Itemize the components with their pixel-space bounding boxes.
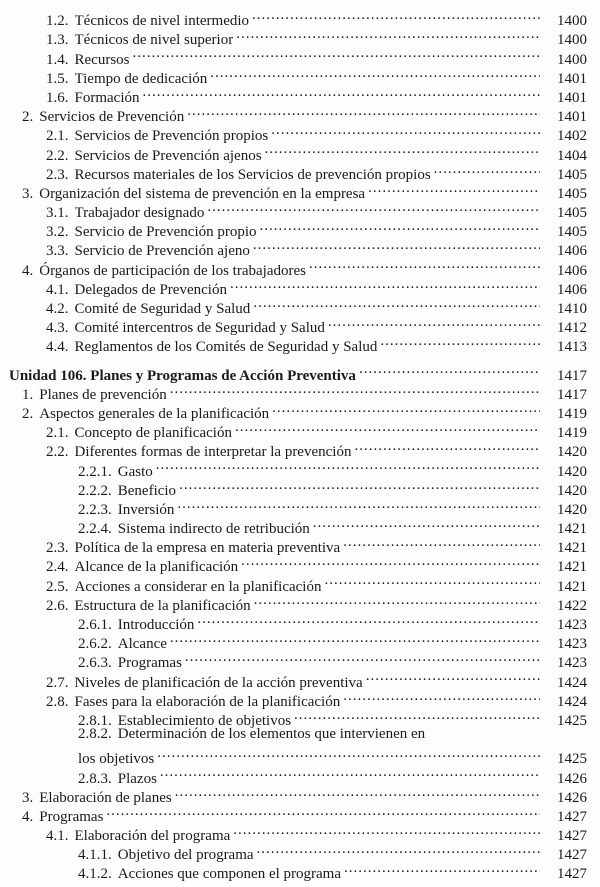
toc-entry-title: Servicios de Prevención ajenos	[74, 147, 262, 164]
toc-entry	[0, 6, 600, 30]
toc-entry	[0, 217, 600, 241]
toc-entry-title: Aspectos generales de la planificación	[39, 405, 270, 422]
toc-entry-number: 1.2.	[46, 13, 69, 30]
dot-leader	[328, 313, 540, 332]
toc-entry-number: 2.6.	[46, 597, 69, 614]
toc-entry-page-number: 1400	[557, 13, 587, 30]
toc-entry-page-number: 1405	[557, 205, 587, 222]
dot-leader	[143, 83, 541, 102]
toc-entry-title: Órganos de participación de los trabajadores	[39, 262, 306, 279]
toc-entry	[0, 380, 600, 403]
toc-entry-title: Recursos	[74, 51, 130, 68]
toc-entry-page-number: 1420	[557, 482, 587, 499]
dot-leader	[170, 629, 540, 648]
dot-leader	[157, 744, 540, 763]
toc-entry-title: Objetivo del programa	[117, 847, 254, 864]
toc-entry-title: Tiempo de dedicación	[74, 70, 208, 87]
toc-entry-page-number: 1421	[557, 521, 587, 538]
toc-entry-number: 2.1.	[46, 425, 69, 442]
toc-entry-page-number: 1427	[557, 808, 587, 825]
toc-entry	[0, 667, 600, 691]
toc-entry-title: Beneficio	[117, 482, 177, 499]
toc-entry	[0, 648, 600, 672]
toc-entry-title: Estructura de la planificación	[74, 597, 251, 614]
toc-entry-page-number: 1423	[557, 636, 587, 653]
toc-entry	[0, 840, 600, 864]
toc-entry	[0, 610, 600, 633]
toc-entry-page-number: 1419	[557, 405, 587, 422]
toc-entry-title: Acciones que componen el programa	[117, 866, 341, 883]
toc-entry-title: Elaboración de planes	[39, 789, 172, 806]
toc-entry	[0, 552, 600, 576]
dot-leader	[233, 821, 540, 840]
toc-entry-number: 2.2.2.	[78, 482, 112, 499]
toc-entry-number: 2.5.	[46, 578, 69, 595]
toc-entry-number: 2.6.2.	[78, 636, 112, 653]
toc-entry-title: Inversión	[117, 501, 175, 518]
toc-entry-number: 2.6.1.	[78, 617, 112, 633]
toc-entry-number: 1.	[22, 386, 34, 403]
dot-leader	[241, 552, 540, 571]
toc-entry	[0, 255, 600, 279]
toc-entry-title: Sistema indirecto de retribución	[117, 521, 310, 538]
toc-entry-page-number: 1417	[557, 367, 587, 384]
toc-entry-page-number: 1427	[557, 828, 587, 845]
toc-entry	[0, 140, 600, 164]
dot-leader	[366, 667, 540, 686]
toc-entry-page-number: 1401	[557, 89, 587, 106]
toc-entry-page-number: 1427	[557, 847, 587, 864]
toc-entry-number: 3.1.	[46, 205, 69, 222]
toc-entry-title: Servicio de Prevención propio	[74, 224, 257, 241]
toc-entry	[0, 437, 600, 461]
toc-entry-line	[78, 725, 600, 744]
toc-entry-page-number: 1420	[557, 444, 587, 461]
toc-entry-page-number: 1405	[557, 185, 587, 202]
dot-leader	[175, 783, 540, 802]
toc-entry	[0, 121, 600, 145]
toc-entry-title: Concepto de planificación	[74, 425, 232, 442]
toc-entry-number: 2.2.1.	[78, 463, 112, 480]
toc-entry-title: Formación	[74, 89, 140, 106]
toc-entry-number: 2.8.1.	[78, 712, 112, 729]
toc-entry-page-number: 1404	[557, 147, 587, 164]
toc-entry-title: Servicios de Prevención	[39, 109, 185, 126]
toc-entry-page-number: 1405	[557, 224, 587, 241]
toc-entry-number: 2.3.	[46, 166, 69, 183]
toc-entry-number: 4.2.	[46, 301, 69, 317]
toc-entry-number: 2.2.	[46, 444, 69, 461]
toc-entry	[0, 160, 600, 183]
toc-entry	[0, 313, 600, 337]
toc-entry-page-number: 1413	[557, 339, 587, 356]
toc-entry	[0, 533, 600, 557]
toc-entry-title: Programas	[117, 655, 182, 672]
toc-entry-page-number: 1410	[557, 301, 587, 317]
toc-entry-title: Trabajador designado	[74, 205, 205, 222]
toc-entry-number: 2.7.	[46, 674, 69, 691]
toc-entry	[0, 514, 600, 538]
toc-entry	[0, 859, 600, 883]
dot-leader	[187, 102, 540, 121]
toc-entry	[0, 821, 600, 845]
toc-entry-title: Alcance	[117, 636, 167, 653]
toc-entry-page-number: 1406	[557, 262, 587, 279]
toc-entry	[0, 763, 600, 787]
toc-entry	[0, 102, 600, 126]
toc-entry-number: 1.6.	[46, 89, 69, 106]
toc-entry	[0, 571, 600, 595]
toc-entry-number: 2.3.	[46, 540, 69, 557]
toc-entry-page-number: 1426	[557, 770, 587, 787]
dot-leader	[253, 236, 540, 255]
dot-leader	[271, 121, 540, 140]
toc-entry-number: 3.2.	[46, 224, 69, 241]
toc-entry-number: 2.1.	[46, 128, 69, 145]
toc-entry	[0, 332, 600, 356]
toc-entry-number: 2.2.3.	[78, 501, 112, 518]
toc-entry-page-number: 1405	[557, 166, 587, 183]
toc-entry-number: 1.3.	[46, 32, 69, 49]
toc-entry-page-number: 1424	[557, 674, 587, 691]
toc-entry-title: Gasto	[117, 463, 153, 480]
dot-leader	[272, 399, 540, 418]
toc-entry-title: Delegados de Prevención	[74, 281, 227, 298]
toc-entry-title: Servicio de Prevención ajeno	[74, 243, 250, 260]
dot-leader	[253, 294, 540, 313]
toc-entry-number: 1.4.	[46, 51, 69, 68]
dot-leader	[354, 437, 540, 456]
dot-leader	[344, 859, 540, 878]
toc-entry-number: 3.3.	[46, 243, 69, 260]
toc-entry-page-number: 1419	[557, 425, 587, 442]
toc-entry	[0, 706, 600, 729]
dot-leader	[235, 418, 540, 437]
toc-entry-line	[46, 332, 600, 357]
toc-entry	[0, 64, 600, 87]
toc-entry-number: 2.8.3.	[78, 770, 112, 787]
toc-entry	[0, 591, 600, 614]
dot-leader	[106, 802, 540, 821]
toc-entry	[0, 360, 600, 384]
dot-leader	[343, 533, 540, 552]
toc-entry	[0, 418, 600, 442]
toc-entry-page-number: 1421	[557, 540, 587, 557]
dot-leader	[207, 198, 540, 217]
toc-entry-number: 3.	[22, 789, 34, 806]
toc-entry-page-number: 1401	[557, 109, 587, 126]
toc-entry-page-number: 1425	[557, 712, 587, 729]
dot-leader	[210, 64, 540, 83]
toc-entry	[0, 456, 600, 480]
toc-entry-page-number: 1423	[557, 617, 587, 633]
dot-leader	[177, 495, 540, 514]
toc-entry	[0, 44, 600, 68]
toc-entry	[0, 275, 600, 298]
toc-entry-number: 2.4.	[46, 559, 69, 576]
toc-entry	[0, 783, 600, 806]
toc-entry-number: 2.8.	[46, 693, 69, 710]
toc-entry	[0, 495, 600, 518]
toc-entry-title: Servicios de Prevención propios	[74, 128, 269, 145]
toc-entry-page-number: 1425	[557, 751, 587, 768]
toc-entry-number: 2.2.4.	[78, 521, 112, 538]
toc-entry-number: 4.1.1.	[78, 847, 112, 864]
dot-leader	[434, 160, 540, 179]
toc-entry-title: Fases para la elaboración de la planificación	[74, 693, 341, 710]
toc-entry-title: Organización del sistema de prevención en la empresa	[39, 185, 366, 202]
dot-leader	[185, 648, 540, 667]
toc-entry-number: 3.	[22, 185, 34, 202]
toc-entry-page-number: 1406	[557, 281, 587, 298]
toc-entry-title: Alcance de la planificación	[74, 559, 239, 576]
toc-entry	[0, 476, 600, 499]
dot-leader	[380, 332, 540, 351]
toc-entry-page-number: 1423	[557, 655, 587, 672]
toc-entry-title: Diferentes formas de interpretar la prevención	[74, 444, 352, 461]
toc-entry-title: Comité de Seguridad y Salud	[74, 301, 251, 317]
toc-entry-page-number: 1424	[557, 693, 587, 710]
toc-entry-title: Comité intercentros de Seguridad y Salud	[74, 320, 325, 337]
toc-entry-page-number: 1402	[557, 128, 587, 145]
dot-leader	[309, 255, 540, 274]
toc-entry-number: 4.4.	[46, 339, 69, 356]
toc-entry-title: Técnicos de nivel superior	[74, 32, 234, 49]
toc-entry-number: 1.5.	[46, 70, 69, 87]
toc-entry-page-number: 1427	[557, 866, 587, 883]
dot-leader	[254, 591, 540, 610]
dot-leader	[368, 179, 540, 198]
toc-entry	[0, 294, 600, 317]
toc-entry-number: 2.8.2.	[78, 725, 112, 742]
toc-entry-number: 2.	[22, 109, 34, 126]
toc-entry	[0, 744, 600, 768]
toc-entry-title: Planes de prevención	[39, 386, 167, 403]
toc-entry-title: Plazos	[117, 770, 157, 787]
dot-leader	[294, 706, 540, 725]
dot-leader	[156, 456, 540, 475]
toc-entry-title: Política de la empresa en materia preventiva	[74, 540, 341, 557]
dot-leader	[133, 44, 541, 63]
toc-entry-page-number: 1420	[557, 463, 587, 480]
toc-entry-title: Acciones a considerar en la planificación	[74, 578, 322, 595]
toc-entry-page-number: 1401	[557, 70, 587, 87]
dot-leader	[252, 6, 540, 25]
dot-leader	[343, 687, 540, 706]
dot-leader	[230, 275, 540, 294]
toc-entry-title: Elaboración del programa	[74, 828, 231, 845]
dot-leader	[313, 514, 540, 533]
toc-entry	[0, 687, 600, 710]
toc-entry	[0, 25, 600, 49]
toc-entry	[0, 725, 600, 744]
toc-entry-number: 2.	[22, 405, 34, 422]
toc-entry-title: Recursos materiales de los Servicios de prevención propios	[74, 166, 431, 183]
toc-entry-page-number: 1406	[557, 243, 587, 260]
dot-leader	[160, 763, 540, 782]
table-of-contents	[0, 6, 600, 883]
toc-entry-title: Niveles de planificación de la acción preventiva	[74, 674, 363, 691]
toc-entry-title: Introducción	[117, 617, 195, 633]
dot-leader	[179, 476, 540, 495]
toc-entry-number: 4.	[22, 262, 34, 279]
toc-entry-number: 2.6.3.	[78, 655, 112, 672]
toc-entry-number: 4.1.	[46, 828, 69, 845]
toc-entry-title: Reglamentos de los Comités de Seguridad y Salud	[74, 339, 378, 356]
toc-entry-title: Determinación de los elementos que intervienen en	[117, 725, 426, 742]
toc-entry-number: 4.3.	[46, 320, 69, 337]
dot-leader	[260, 217, 540, 236]
toc-entry-page-number: 1421	[557, 578, 587, 595]
toc-entry-page-number: 1400	[557, 32, 587, 49]
toc-entry	[0, 399, 600, 422]
toc-entry-page-number: 1422	[557, 597, 587, 614]
toc-entry	[0, 83, 600, 106]
toc-entry	[0, 236, 600, 260]
toc-entry-title: Técnicos de nivel intermedio	[74, 13, 250, 30]
dot-leader	[236, 25, 540, 44]
toc-entry-number: 4.1.2.	[78, 866, 112, 883]
toc-entry	[0, 179, 600, 202]
toc-entry-line	[78, 859, 600, 884]
toc-entry-page-number: 1417	[557, 386, 587, 403]
toc-entry	[0, 198, 600, 222]
dot-leader	[265, 140, 540, 159]
toc-entry-page-number: 1426	[557, 789, 587, 806]
dot-leader	[324, 571, 540, 590]
toc-entry-page-number: 1421	[557, 559, 587, 576]
toc-entry-title: Programas	[39, 808, 104, 825]
toc-entry-title: los objetivos	[78, 751, 155, 768]
toc-entry-number: 4.	[22, 808, 34, 825]
toc-entry-page-number: 1400	[557, 51, 587, 68]
toc-entry	[0, 802, 600, 825]
toc-entry	[0, 629, 600, 653]
toc-entry-page-number: 1412	[557, 320, 587, 337]
toc-entry-title: Establecimiento de objetivos	[117, 712, 292, 729]
dot-leader	[359, 360, 540, 379]
toc-entry-number: 4.1.	[46, 281, 69, 298]
toc-entry-title: Unidad 106. Planes y Programas de Acción Preventiva	[9, 367, 356, 384]
dot-leader	[257, 840, 540, 859]
toc-entry-number: 2.2.	[46, 147, 69, 164]
toc-entry-page-number: 1420	[557, 501, 587, 518]
dot-leader	[197, 610, 540, 629]
dot-leader	[170, 380, 540, 399]
